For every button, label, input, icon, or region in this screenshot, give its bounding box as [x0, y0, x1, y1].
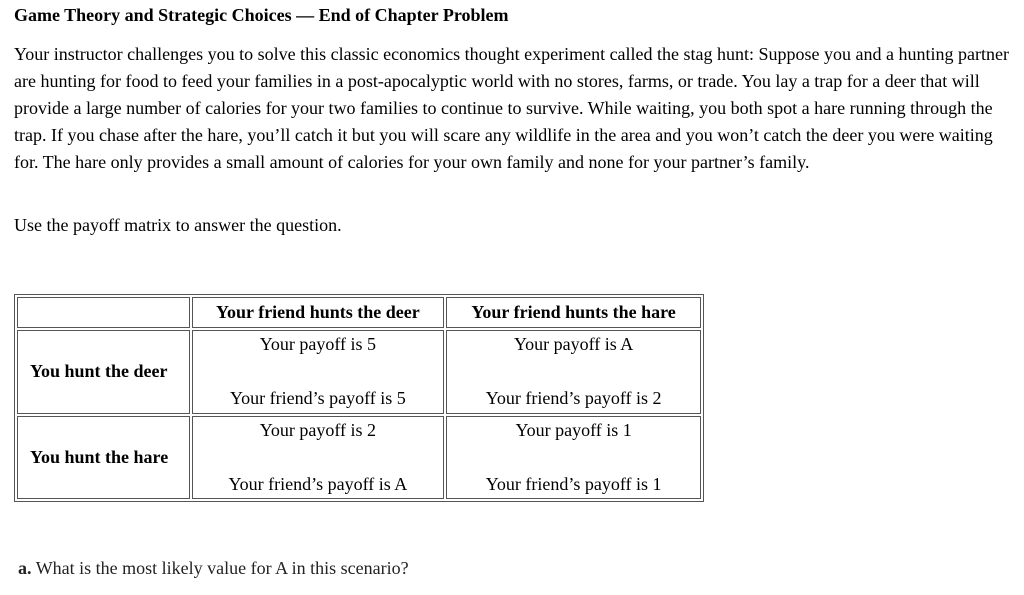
your-payoff-text: Your payoff is 5 — [259, 334, 377, 355]
matrix-row-you-deer — [17, 330, 701, 413]
row-label-you-hare: You hunt the hare — [17, 416, 190, 499]
your-payoff-text: Your payoff is 1 — [515, 419, 632, 440]
payoff-cell-deer-deer — [192, 330, 445, 413]
problem-intro-paragraph: Your instructor challenges you to solve this classic economics thought experiment called the stag hunt: Suppose you and a hunting partner are hunting for food to feed your families in a post-apocalyptic world with no stores, farms, or trade. You lay a trap for a deer that will provide a large number of calories for your two families to continue to survive. While waiting, you both spot a hare running through the trap. If you chase after the hare, you’ll catch it but you will scare any wildlife in the area and you won’t catch the deer you were waiting for. The hare only provides a small amount of calories for your own family and none for your partner’s family. — [14, 44, 1009, 172]
friend-payoff-text: Your friend’s payoff is 2 — [485, 388, 662, 409]
instruction-text: Use the payoff matrix to answer the question. — [14, 215, 342, 235]
matrix-row-you-hare — [17, 416, 701, 499]
question-label: a. — [18, 558, 32, 578]
your-payoff-text: Your payoff is 2 — [259, 419, 377, 440]
payoff-cell-deer-hare — [446, 330, 701, 413]
payoff-cell-hare-deer — [192, 416, 445, 499]
friend-payoff-text: Your friend’s payoff is 5 — [229, 388, 406, 409]
col-header-friend-hare: Your friend hunts the hare — [446, 297, 701, 328]
col-header-friend-deer: Your friend hunts the deer — [192, 297, 445, 328]
problem-title: Game Theory and Strategic Choices — End of Chapter Problem — [14, 5, 509, 25]
question-a — [18, 557, 409, 579]
matrix-header-row — [17, 297, 701, 328]
friend-payoff-text: Your friend’s payoff is 1 — [485, 473, 662, 494]
payoff-cell-hare-hare — [446, 416, 701, 499]
question-text: What is the most likely value for A in this scenario? — [35, 558, 409, 578]
payoff-matrix — [14, 294, 704, 502]
your-payoff-text: Your payoff is A — [513, 334, 634, 355]
row-label-you-deer: You hunt the deer — [17, 330, 190, 413]
matrix-corner-cell — [17, 297, 190, 328]
friend-payoff-text: Your friend’s payoff is A — [228, 473, 408, 494]
